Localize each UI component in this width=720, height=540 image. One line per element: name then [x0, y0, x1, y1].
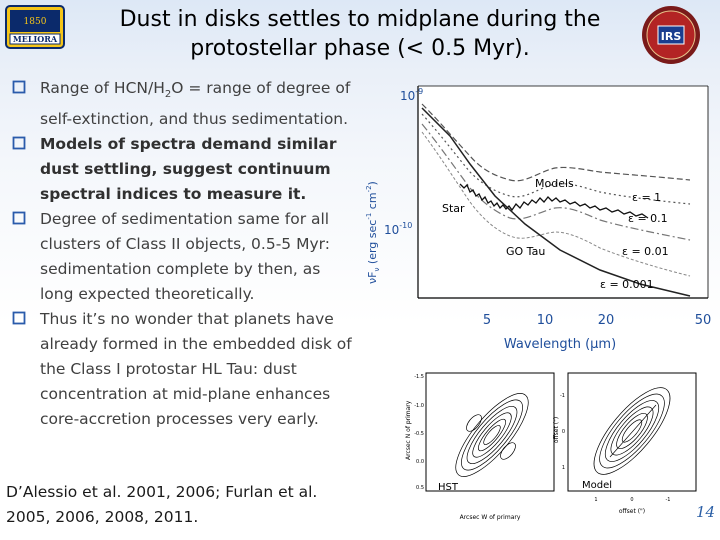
svg-text:MELIORA: MELIORA — [12, 34, 58, 44]
svg-text:IRS: IRS — [660, 30, 682, 43]
model-y-axis-label: offset (") — [553, 416, 560, 444]
label-eps01: ε = 0.1 — [628, 212, 668, 225]
checkbox-bullet-icon — [12, 80, 26, 94]
hst-y-axis-label: Arcsec N of primary — [405, 400, 412, 460]
y-tick-label: 0 — [561, 429, 565, 435]
x-axis-label: Wavelength (μm) — [503, 337, 617, 352]
bullet-item — [12, 307, 358, 432]
svg-text:1850: 1850 — [23, 17, 47, 27]
label-model: Model — [582, 480, 613, 491]
plot-background — [418, 86, 708, 298]
checkbox-bullet-icon — [12, 136, 26, 150]
x-tick-label: 5 — [482, 313, 492, 328]
spitzer-irs-logo — [640, 4, 702, 66]
page-number: 14 — [696, 503, 716, 521]
y-tick-label: -0.5 — [414, 431, 424, 437]
hst-model-panels — [400, 365, 710, 525]
y-tick-label: -1.5 — [414, 374, 424, 380]
label-hst: HST — [438, 482, 458, 493]
label-models: Models — [535, 177, 574, 190]
reference-line-2: 2005, 2006, 2008, 2011. — [6, 508, 199, 526]
y-tick-label: 0.5 — [416, 485, 424, 491]
label-star: Star — [442, 202, 465, 215]
y-tick-label: -1.0 — [414, 403, 424, 409]
x-tick-label: 20 — [597, 313, 615, 328]
hst-x-axis-label: Arcsec W of primary — [459, 514, 521, 521]
y-tick-label: 1 — [561, 465, 565, 471]
x-tick-label: 10 — [536, 313, 554, 328]
title-line-1: Dust in disks settles to midplane during the — [119, 7, 601, 32]
label-gotau: GO Tau — [506, 245, 546, 258]
references — [6, 480, 356, 530]
x-tick-label: 50 — [694, 313, 712, 328]
bullet-text: Thus it’s no wonder that planets have already formed in the embedded disk of the Class I protostar HL Tau: dust concentration at mid-plane enhances core-accretion processes very early. — [40, 310, 352, 429]
university-crest-logo — [4, 4, 66, 50]
slide-title — [90, 5, 630, 63]
bullet-item — [12, 132, 358, 207]
bullet-list — [12, 76, 358, 432]
bullet-item — [12, 207, 358, 307]
reference-line-1: D’Alessio et al. 2001, 2006; Furlan et al. — [6, 483, 318, 501]
bullet-item — [12, 76, 358, 132]
label-eps1: ε = 1 — [632, 191, 662, 204]
model-x-axis-label: offset (") — [618, 508, 646, 515]
sed-plot — [360, 84, 720, 360]
label-eps0001: ε = 0.001 — [600, 278, 654, 291]
y-tick-label: $10^{-10}$ — [384, 221, 413, 237]
y-axis-label: $\nu F_\nu$ (erg $\sec^{-1} cm^{-2}$) — [365, 181, 381, 284]
x-tick-label: 0 — [630, 497, 634, 503]
checkbox-bullet-icon — [12, 211, 26, 225]
bullet-text: Range of HCN/$H_2O$ = range of degree of self-extinction, and thus sedimentation. — [40, 79, 351, 129]
checkbox-bullet-icon — [12, 311, 26, 325]
bullet-text: Degree of sedimentation same for all clusters of Class II objects, 0.5-5 Myr: sedimentation complete by then, as long expected theoretically. — [40, 210, 330, 304]
x-tick-label: 1 — [594, 497, 598, 503]
title-line-2: protostellar phase (< 0.5 Myr). — [190, 36, 530, 61]
y-tick-label: -1 — [560, 393, 565, 399]
x-tick-label: -1 — [665, 497, 671, 503]
bullet-text: Models of spectra demand similar dust settling, suggest continuum spectral indices to measure it. — [40, 135, 337, 204]
y-tick-label: 0.0 — [416, 459, 424, 465]
y-tick-label: $10^{-9}$ — [400, 87, 424, 103]
label-eps001: ε = 0.01 — [622, 245, 669, 258]
